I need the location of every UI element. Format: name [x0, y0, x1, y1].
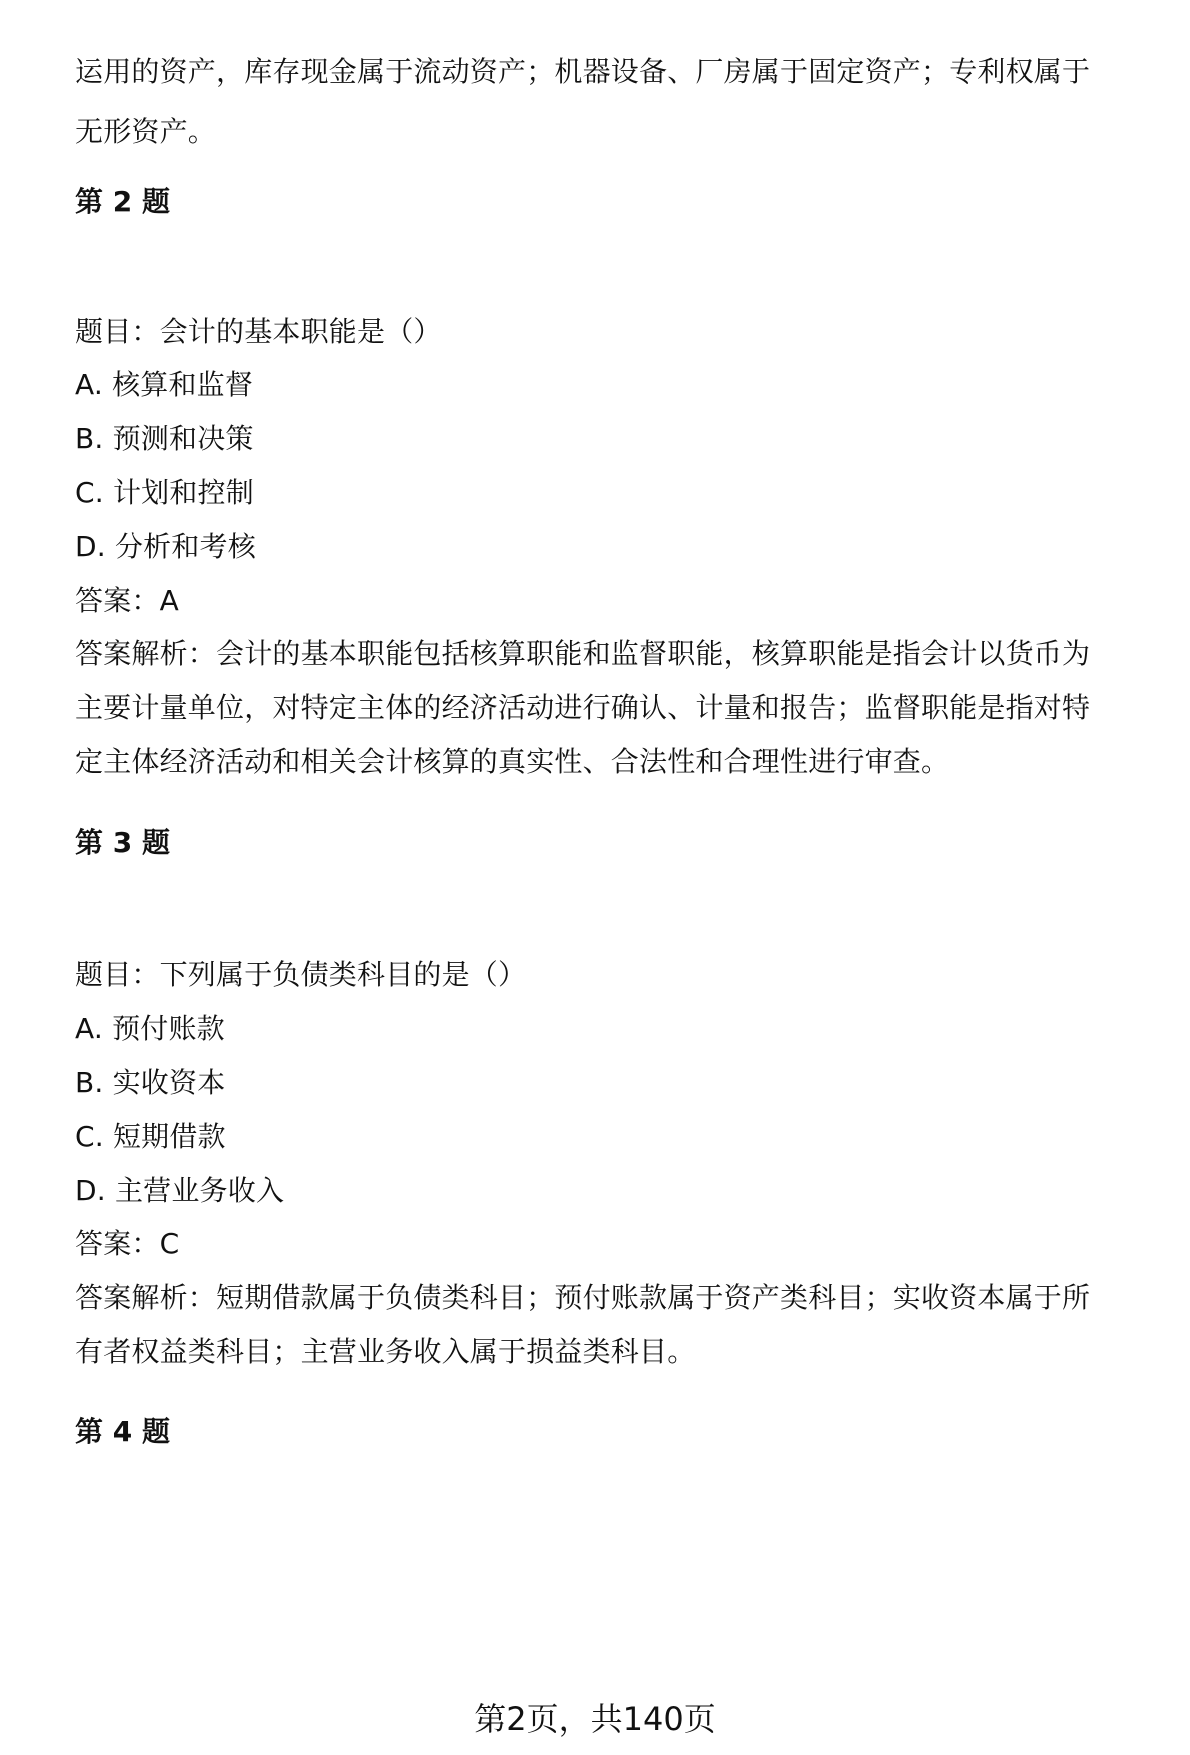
question-2-option-a: A. 核算和监督	[75, 368, 254, 401]
question-3-answer: 答案：C	[75, 1227, 180, 1260]
intro-line-2: 无形资产。	[75, 115, 217, 148]
question-3-analysis-line-1: 答案解析：短期借款属于负债类科目；预付账款属于资产类科目；实收资本属于所	[75, 1281, 1091, 1314]
question-4-heading: 第 4 题	[75, 1415, 170, 1448]
question-2-analysis-line-2: 主要计量单位，对特定主体的经济活动进行确认、计量和报告；监督职能是指对特	[75, 691, 1091, 724]
question-3-option-b: B. 实收资本	[75, 1066, 226, 1099]
question-2-option-b: B. 预测和决策	[75, 422, 254, 455]
question-2-option-c: C. 计划和控制	[75, 476, 254, 509]
question-2-analysis-line-1: 答案解析：会计的基本职能包括核算职能和监督职能，核算职能是指会计以货币为	[75, 637, 1091, 670]
question-3-analysis-line-2: 有者权益类科目；主营业务收入属于损益类科目。	[75, 1335, 696, 1368]
question-2-answer: 答案：A	[75, 584, 179, 617]
page-number-footer: 第2页，共140页	[474, 1700, 716, 1738]
question-2-analysis-line-3: 定主体经济活动和相关会计核算的真实性、合法性和合理性进行审查。	[75, 745, 950, 778]
question-3-option-a: A. 预付账款	[75, 1012, 225, 1045]
intro-line-1: 运用的资产，库存现金属于流动资产；机器设备、厂房属于固定资产；专利权属于	[75, 55, 1091, 88]
question-2-stem: 题目：会计的基本职能是（）	[75, 315, 442, 348]
question-2-heading: 第 2 题	[75, 185, 170, 218]
question-3-heading: 第 3 题	[75, 826, 170, 859]
question-3-option-d: D. 主营业务收入	[75, 1174, 285, 1207]
question-2-option-d: D. 分析和考核	[75, 530, 256, 563]
question-3-stem: 题目：下列属于负债类科目的是（）	[75, 958, 527, 991]
question-3-option-c: C. 短期借款	[75, 1120, 226, 1153]
